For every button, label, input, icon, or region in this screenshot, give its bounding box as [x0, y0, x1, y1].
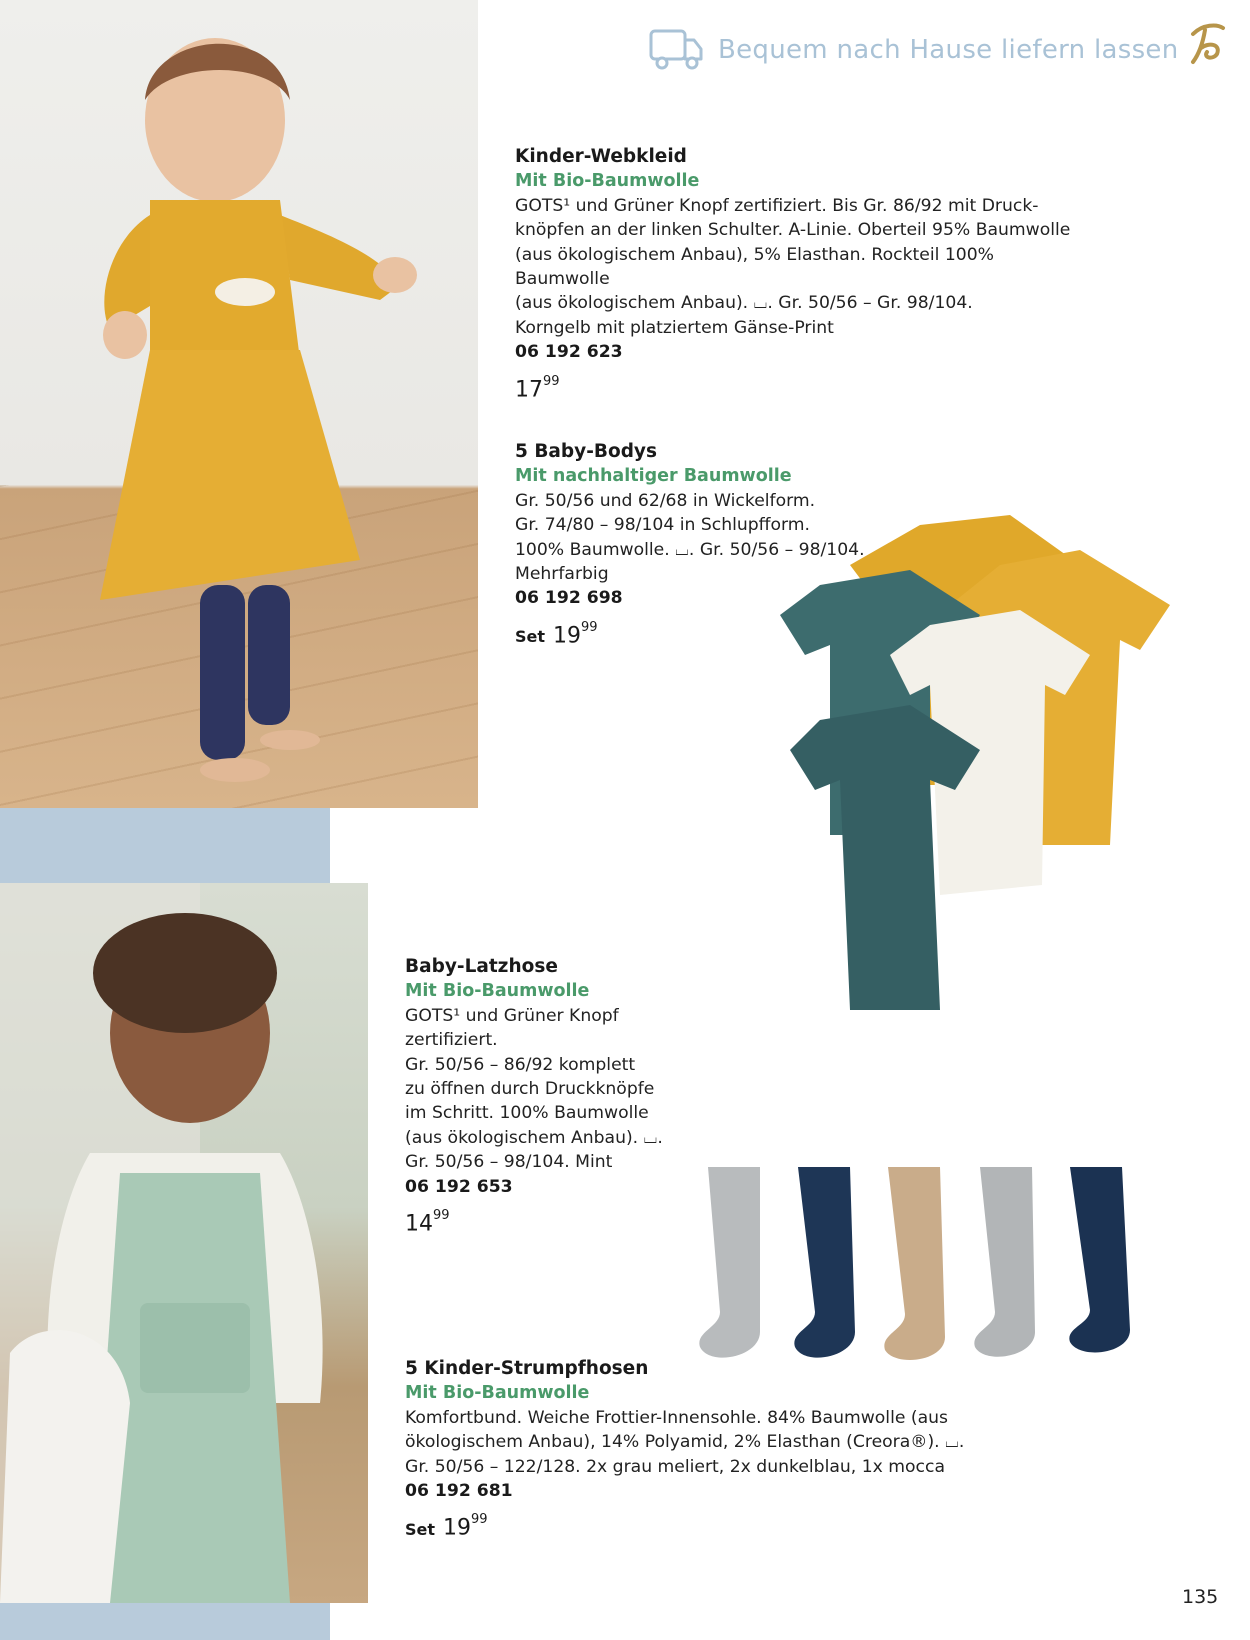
product-title: 5 Baby-Bodys	[515, 441, 658, 462]
price-set-label: Set	[405, 1519, 436, 1539]
kinder-strumpfhosen-set-image	[690, 1162, 1210, 1372]
product-baby-bodys	[515, 440, 875, 651]
product-description-line: knöpfen an der linken Schulter. A-Linie. Oberteil 95% Baumwolle	[515, 220, 1071, 241]
product-price	[405, 1509, 985, 1543]
product-description-line: im Schritt. 100% Baumwolle	[405, 1103, 649, 1124]
price-main: 17	[515, 376, 543, 402]
article-number: 06 192 623	[515, 342, 623, 363]
price-cents: 99	[581, 619, 598, 635]
price-cents: 99	[471, 1512, 488, 1528]
product-price	[515, 617, 875, 651]
product-description-line: (aus ökologischem Anbau), 5% Elasthan. Rockteil 100% Baumwolle	[515, 244, 994, 290]
delivery-truck-icon	[648, 28, 704, 72]
product-price	[405, 1205, 705, 1238]
product-subtitle: Mit nachhaltiger Baumwolle	[515, 466, 792, 487]
product-photo-dungarees	[0, 883, 368, 1603]
price-cents: 99	[543, 373, 560, 389]
delivery-text: Bequem nach Hause liefern lassen	[718, 35, 1179, 65]
product-description-line: Gr. 50/56 und 62/68 in Wickelform.	[515, 490, 816, 511]
product-description-line: Komfortbund. Weiche Frottier-Innensohle. 84% Baumwolle (aus	[405, 1407, 948, 1428]
product-description-line: Gr. 50/56 – 86/92 komplett	[405, 1054, 636, 1075]
price-set-label: Set	[515, 627, 546, 647]
product-description-line: 100% Baumwolle. ⌴. Gr. 50/56 – 98/104.	[515, 539, 865, 560]
product-title: Kinder-Webkleid	[515, 146, 687, 167]
product-description-line: Mehrfarbig	[515, 564, 609, 585]
product-price	[515, 371, 1075, 404]
product-title: 5 Kinder-Strumpfhosen	[405, 1358, 649, 1379]
product-description-line: zu öffnen durch Druckknöpfe	[405, 1079, 655, 1100]
product-kinder-strumpfhosen	[405, 1357, 985, 1544]
boy-in-dungarees-illustration	[0, 883, 368, 1603]
article-number: 06 192 698	[515, 588, 623, 609]
girl-in-dress-illustration	[0, 0, 478, 808]
product-description-line: (aus ökologischem Anbau). ⌴. Gr. 50/56 – Gr. 98/104.	[515, 293, 973, 314]
price-main: 14	[405, 1211, 433, 1237]
price-cents: 99	[433, 1208, 450, 1224]
article-number: 06 192 653	[405, 1176, 513, 1197]
product-subtitle: Mit Bio-Baumwolle	[515, 171, 700, 192]
product-description-line: Gr. 50/56 – 98/104. Mint	[405, 1152, 613, 1173]
product-description-line: GOTS¹ und Grüner Knopf zertifiziert.	[405, 1005, 619, 1051]
product-description-line: Gr. 50/56 – 122/128. 2x grau meliert, 2x dunkelblau, 1x mocca	[405, 1456, 945, 1477]
product-description-line: Gr. 74/80 – 98/104 in Schlupfform.	[515, 515, 811, 536]
product-description-line: (aus ökologischem Anbau). ⌴.	[405, 1127, 663, 1148]
product-photo-dress	[0, 0, 478, 808]
product-description-line: Korngelb mit platziertem Gänse-Print	[515, 317, 834, 338]
tchibo-logo-icon	[1183, 20, 1231, 68]
product-description-line: ökologischem Anbau), 14% Polyamid, 2% Elasthan (Creora®). ⌴.	[405, 1432, 965, 1453]
price-main: 19	[443, 1515, 472, 1541]
product-title: Baby-Latzhose	[405, 956, 558, 977]
product-subtitle: Mit Bio-Baumwolle	[405, 1383, 590, 1404]
product-subtitle: Mit Bio-Baumwolle	[405, 981, 590, 1002]
product-description-line: GOTS¹ und Grüner Knopf zertifiziert. Bis Gr. 86/92 mit Druck-	[515, 195, 1039, 216]
product-kinder-webkleid	[515, 145, 1075, 404]
delivery-header	[648, 22, 1179, 78]
product-baby-latzhose	[405, 955, 705, 1238]
price-main: 19	[553, 623, 582, 649]
article-number: 06 192 681	[405, 1481, 513, 1502]
page-number: 135	[1182, 1586, 1219, 1608]
